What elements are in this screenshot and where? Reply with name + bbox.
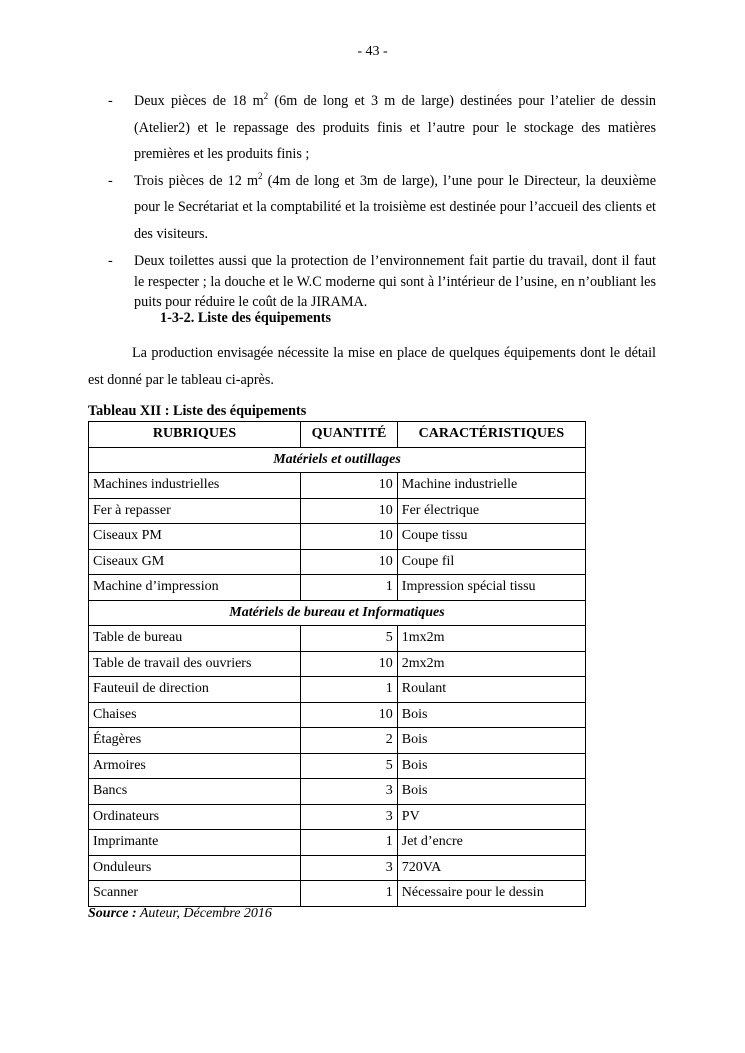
equipment-table	[88, 421, 586, 907]
table-row	[89, 804, 586, 830]
cell-caracteristique: Impression spécial tissu	[397, 575, 585, 601]
cell-caracteristique: Jet d’encre	[397, 830, 585, 856]
table-row	[89, 855, 586, 881]
table-row	[89, 651, 586, 677]
cell-rubrique: Fer à repasser	[89, 498, 301, 524]
cell-caracteristique: Bois	[397, 753, 585, 779]
cell-rubrique: Bancs	[89, 779, 301, 805]
bullet-list	[108, 88, 656, 313]
cell-quantite: 10	[301, 524, 398, 550]
bullet-item-2	[108, 168, 656, 248]
cell-rubrique: Machine d’impression	[89, 575, 301, 601]
cell-caracteristique: Bois	[397, 702, 585, 728]
bullet-dash: -	[108, 93, 113, 109]
cell-quantite: 1	[301, 881, 398, 907]
cell-rubrique: Table de bureau	[89, 626, 301, 652]
header-rubriques: RUBRIQUES	[89, 422, 301, 448]
table-caption: Tableau XII : Liste des équipements	[88, 403, 307, 419]
cell-quantite: 1	[301, 830, 398, 856]
table-row	[89, 753, 586, 779]
superscript: 2	[258, 170, 263, 181]
table-source	[88, 906, 272, 922]
bullet-dash: -	[108, 253, 113, 269]
cell-rubrique: Scanner	[89, 881, 301, 907]
cell-quantite: 10	[301, 651, 398, 677]
cell-rubrique: Ordinateurs	[89, 804, 301, 830]
cell-rubrique: Chaises	[89, 702, 301, 728]
bullet-text: Trois pièces de 12 m	[134, 172, 258, 189]
cell-caracteristique: Bois	[397, 779, 585, 805]
cell-quantite: 1	[301, 575, 398, 601]
bullet-dash: -	[108, 172, 113, 189]
section-title: Matériels de bureau et Informatiques	[89, 600, 586, 626]
bullet-text: Deux toilettes aussi que la protection de l’environnement fait partie du travail, dont il faut le respecter ; la douche et le W.C moderne qui sont à l’intérieur de l’usine, en n’oubliant les puits pour réduire le coût de la JIRAMA.	[134, 253, 656, 310]
section-row	[89, 600, 586, 626]
section-row	[89, 447, 586, 473]
table-row	[89, 498, 586, 524]
cell-quantite: 3	[301, 779, 398, 805]
bullet-text: Deux pièces de 18 m	[134, 93, 264, 109]
table-row	[89, 549, 586, 575]
table-row	[89, 626, 586, 652]
cell-rubrique: Machines industrielles	[89, 473, 301, 499]
cell-caracteristique: Coupe fil	[397, 549, 585, 575]
cell-rubrique: Imprimante	[89, 830, 301, 856]
source-text: Auteur, Décembre 2016	[136, 906, 272, 921]
bullet-item-1	[108, 88, 656, 168]
cell-caracteristique: Fer électrique	[397, 498, 585, 524]
intro-paragraph: La production envisagée nécessite la mise en place de quelques équipements dont le détail est donné par le tableau ci-après.	[88, 345, 656, 388]
cell-quantite: 3	[301, 804, 398, 830]
cell-quantite: 2	[301, 728, 398, 754]
cell-caracteristique: Roulant	[397, 677, 585, 703]
section-title: Matériels et outillages	[89, 447, 586, 473]
cell-rubrique: Étagères	[89, 728, 301, 754]
table-row	[89, 677, 586, 703]
table-row	[89, 728, 586, 754]
cell-quantite: 10	[301, 702, 398, 728]
cell-caracteristique: 1mx2m	[397, 626, 585, 652]
cell-caracteristique: 2mx2m	[397, 651, 585, 677]
cell-rubrique: Table de travail des ouvriers	[89, 651, 301, 677]
table-row	[89, 702, 586, 728]
header-caracteristiques: CARACTÉRISTIQUES	[397, 422, 585, 448]
cell-caracteristique: Nécessaire pour le dessin	[397, 881, 585, 907]
cell-quantite: 10	[301, 498, 398, 524]
cell-quantite: 3	[301, 855, 398, 881]
cell-rubrique: Onduleurs	[89, 855, 301, 881]
cell-rubrique: Fauteuil de direction	[89, 677, 301, 703]
table-header-row	[89, 422, 586, 448]
cell-caracteristique: Bois	[397, 728, 585, 754]
table-row	[89, 881, 586, 907]
page-number: - 43 -	[357, 44, 388, 59]
cell-rubrique: Armoires	[89, 753, 301, 779]
bullet-item-3	[108, 251, 656, 313]
section-heading: 1-3-2. Liste des équipements	[160, 310, 332, 326]
table-row	[89, 575, 586, 601]
table-row	[89, 473, 586, 499]
cell-quantite: 1	[301, 677, 398, 703]
cell-quantite: 10	[301, 473, 398, 499]
cell-rubrique: Ciseaux PM	[89, 524, 301, 550]
table-row	[89, 779, 586, 805]
cell-caracteristique: 720VA	[397, 855, 585, 881]
cell-caracteristique: Machine industrielle	[397, 473, 585, 499]
header-quantite: QUANTITÉ	[301, 422, 398, 448]
cell-rubrique: Ciseaux GM	[89, 549, 301, 575]
cell-quantite: 5	[301, 753, 398, 779]
cell-caracteristique: Coupe tissu	[397, 524, 585, 550]
bullet-text-cont: (6m de long et 3 m de large) destinées pour l’atelier de dessin (Atelier2) et le repassage des produits finis et l’autre pour le stockage des matières premières et les produits finis ;	[134, 93, 656, 162]
cell-quantite: 5	[301, 626, 398, 652]
table-row	[89, 830, 586, 856]
superscript: 2	[263, 91, 269, 101]
cell-quantite: 10	[301, 549, 398, 575]
source-label: Source :	[88, 906, 137, 921]
cell-caracteristique: PV	[397, 804, 585, 830]
table-row	[89, 524, 586, 550]
bullet-text-cont: (4m de long et 3m de large), l’une pour le Directeur, la deuxième pour le Secrétariat et la comptabilité et la troisième est destinée pour l’accueil des clients et des visiteurs.	[134, 172, 656, 242]
